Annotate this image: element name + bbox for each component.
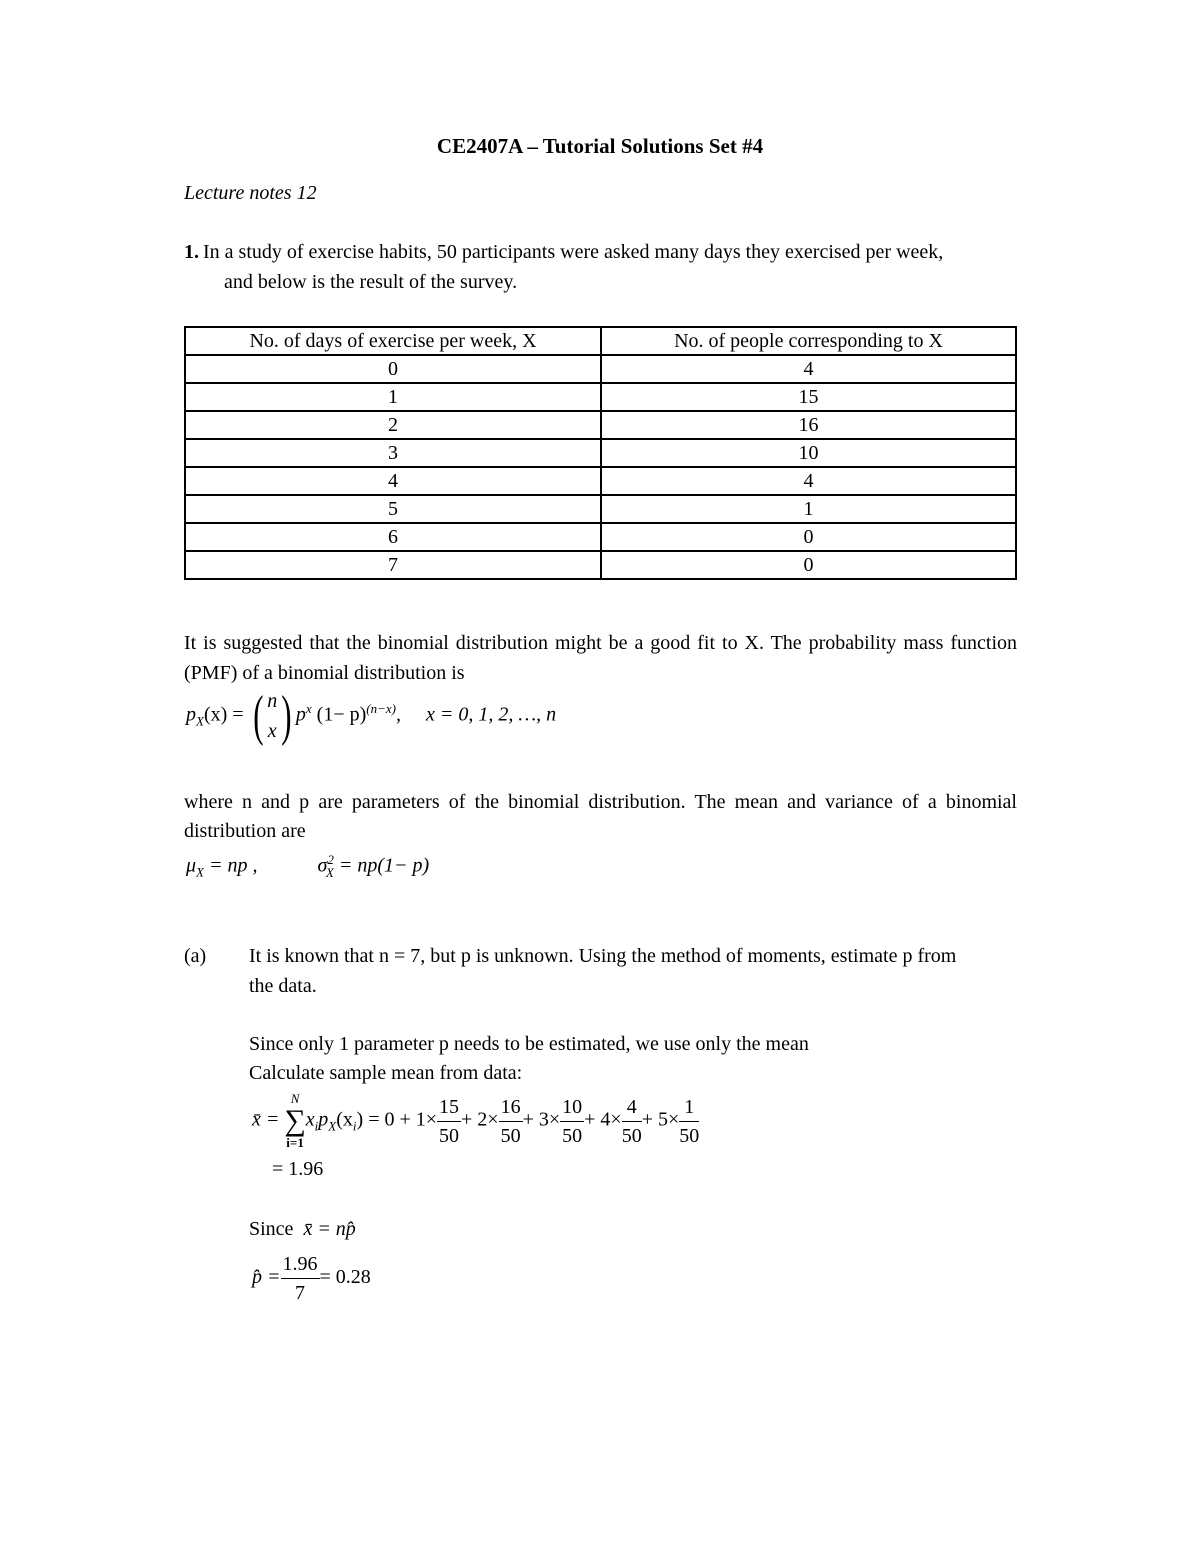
table-cell: 16 xyxy=(601,411,1016,439)
fraction-denominator: 50 xyxy=(500,1124,521,1147)
phat-numerator: 1.96 xyxy=(281,1250,320,1279)
table-cell: 3 xyxy=(185,439,601,467)
term-p-arg: (x xyxy=(336,1108,353,1131)
fraction-numerator: 4 xyxy=(622,1093,642,1122)
table-cell: 1 xyxy=(185,383,601,411)
table-row xyxy=(185,439,1016,467)
table-cell: 7 xyxy=(185,551,601,579)
table-cell: 1 xyxy=(601,495,1016,523)
mean-symbol: μ xyxy=(186,854,197,877)
table-header-cell: No. of days of exercise per week, X xyxy=(185,327,601,355)
right-paren: ) xyxy=(281,685,292,747)
table-cell: 2 xyxy=(185,411,601,439)
fraction xyxy=(560,1093,584,1150)
operator: + 3× xyxy=(522,1108,561,1131)
mean-sub: X xyxy=(196,864,204,880)
pmf-q-term: (1− p) xyxy=(316,703,367,726)
term-p-arg-sub: i xyxy=(352,1118,357,1134)
pmf-domain: x = 0, 1, 2, …, n xyxy=(425,703,557,726)
term-p: p xyxy=(318,1108,329,1131)
question-1-line2: and below is the result of the survey. xyxy=(224,271,518,293)
since-equation: x̄ = np̂ xyxy=(303,1218,356,1240)
solution-line1: Since only 1 parameter p needs to be estimated, we use only the mean xyxy=(249,1033,809,1055)
fraction-numerator: 10 xyxy=(560,1093,584,1122)
table-row xyxy=(185,551,1016,579)
variance-symbol: σ xyxy=(317,854,328,877)
since-label: Since xyxy=(249,1218,294,1240)
table-row xyxy=(185,523,1016,551)
table-row xyxy=(185,355,1016,383)
pmf-lhs-arg: (x) = xyxy=(203,703,244,726)
fraction-denominator: 50 xyxy=(562,1124,583,1147)
variance-sub: X xyxy=(325,864,334,880)
fraction-numerator: 15 xyxy=(437,1093,461,1122)
variance-sup: 2 xyxy=(327,852,334,867)
table-cell: 4 xyxy=(601,467,1016,495)
table-cell: 0 xyxy=(185,355,601,383)
sample-mean-equation xyxy=(252,1092,699,1150)
moments-equation xyxy=(186,852,429,881)
fraction-denominator: 50 xyxy=(439,1124,460,1147)
p-hat-equation xyxy=(252,1250,371,1307)
part-a-line2: the data. xyxy=(249,975,317,997)
sum-bottom: i=1 xyxy=(286,1135,304,1150)
survey-table xyxy=(184,326,1017,580)
table-row xyxy=(185,467,1016,495)
term-close: ) = 0 + 1× xyxy=(356,1108,438,1131)
table-cell: 5 xyxy=(185,495,601,523)
binom-top: n xyxy=(267,690,278,712)
table-cell: 4 xyxy=(185,467,601,495)
term-x: x xyxy=(305,1108,315,1131)
fraction xyxy=(499,1093,523,1150)
binomial-coefficient xyxy=(267,686,277,746)
pmf-p-term: p xyxy=(295,703,306,726)
table-row xyxy=(185,411,1016,439)
pmf-lhs-sub: X xyxy=(196,713,204,729)
since-line xyxy=(249,1218,356,1241)
table-cell: 0 xyxy=(601,523,1016,551)
fraction xyxy=(679,1093,699,1150)
binomial-intro: It is suggested that the binomial distribution might be a good fit to X. The probability mass function (PMF) of a binomial distribution is xyxy=(184,632,1017,684)
phat-fraction xyxy=(281,1250,320,1307)
part-a-line1: It is known that n = 7, but p is unknown. Using the method of moments, estimate p from xyxy=(249,945,957,967)
table-cell: 6 xyxy=(185,523,601,551)
solution-line2: Calculate sample mean from data: xyxy=(249,1062,523,1084)
table-header-row xyxy=(185,327,1016,355)
pmf-p-exp: x xyxy=(305,700,312,716)
sigma-symbol: ∑ xyxy=(284,1104,306,1137)
phat-lhs: p̂ = xyxy=(252,1266,281,1289)
operator: + 4× xyxy=(584,1108,622,1131)
pmf-lhs: p xyxy=(186,703,196,726)
operator: + 5× xyxy=(641,1108,680,1131)
table-row xyxy=(185,383,1016,411)
phat-denominator: 7 xyxy=(295,1282,305,1304)
term-p-sub: X xyxy=(328,1118,337,1134)
sample-mean-result: = 1.96 xyxy=(272,1158,324,1180)
phat-rhs: = 0.28 xyxy=(319,1266,371,1289)
pmf-q-exp: (n−x) xyxy=(366,700,396,716)
question-text-1: In a study of exercise habits, 50 participants were asked many days they exercised per week, xyxy=(203,241,944,263)
variance-rhs: = np(1− p) xyxy=(338,854,430,877)
term-x-sub: i xyxy=(314,1118,319,1134)
fraction xyxy=(437,1093,461,1150)
sum-top: N xyxy=(290,1091,300,1106)
xbar-lhs: x̄ = xyxy=(252,1108,280,1131)
summation xyxy=(284,1092,305,1150)
fraction xyxy=(622,1093,642,1150)
fraction-denominator: 50 xyxy=(679,1124,700,1147)
parameters-text: where n and p are parameters of the binomial distribution. The mean and variance of a binomial distribution are xyxy=(184,791,1017,842)
table-cell: 10 xyxy=(601,439,1016,467)
table-cell: 0 xyxy=(601,551,1016,579)
lecture-reference: Lecture notes 12 xyxy=(184,182,317,204)
table-row xyxy=(185,495,1016,523)
fraction-numerator: 16 xyxy=(499,1093,523,1122)
part-a-label: (a) xyxy=(184,945,207,967)
question-1-line1 xyxy=(184,241,943,264)
fraction-denominator: 50 xyxy=(621,1124,642,1147)
table-cell: 4 xyxy=(601,355,1016,383)
pmf-equation: $p_X(x)$ = ( n x ) $p^x$ $(1- p)^{(n-x)}$, x = 0, 1, 2, …, n xyxy=(186,685,557,747)
page-title: CE2407A – Tutorial Solutions Set #4 xyxy=(436,134,764,158)
question-number: 1. xyxy=(184,241,199,263)
table-header-cell: No. of people corresponding to X xyxy=(601,327,1016,355)
left-paren: ( xyxy=(252,685,264,747)
fraction-numerator: 1 xyxy=(679,1093,699,1122)
binom-bottom: x xyxy=(267,720,277,742)
mean-rhs: = np , xyxy=(209,854,258,877)
table-cell: 15 xyxy=(601,383,1016,411)
operator: + 2× xyxy=(461,1108,499,1131)
